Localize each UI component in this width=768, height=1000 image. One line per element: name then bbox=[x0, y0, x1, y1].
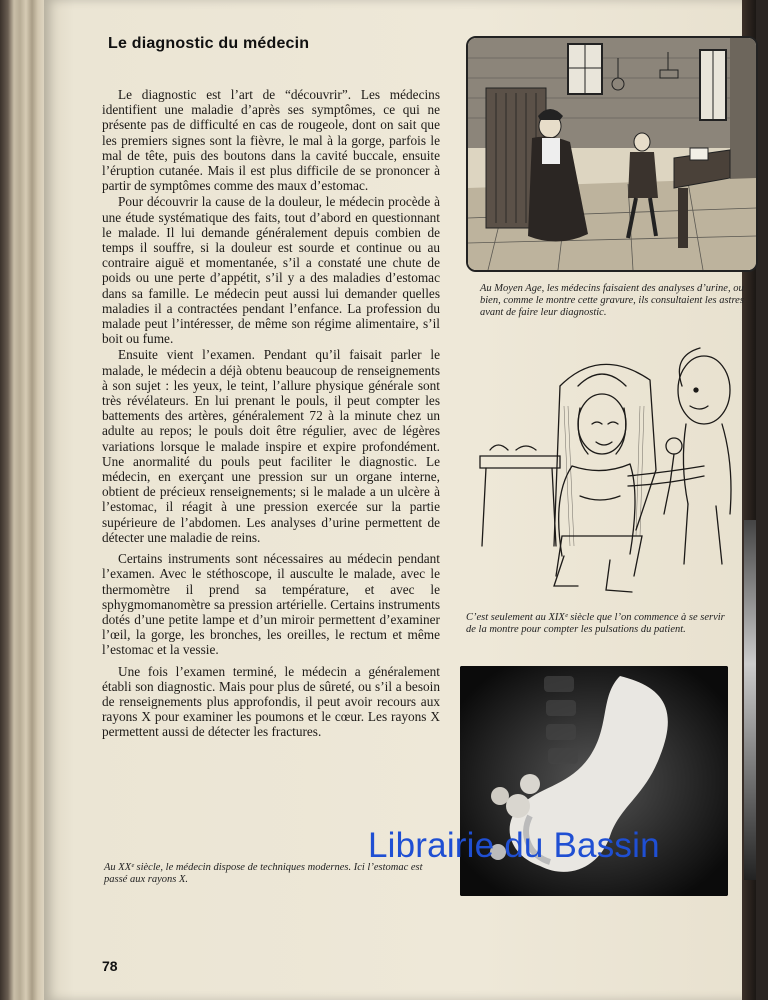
paragraph: Le diagnostic est l’art de “découvrir”. Les médecins identifient une maladie d’après ses symptômes, ce qui ne présente pas de difficulté en cas de rougeole, dont on sait que les premiers signes sont la fièvre, le mal à la gorge, parfois le mal de tête, puis des boutons dans la cavité buccale, ensuite l’éruption cutanée. Mais il est plus difficile de se prononcer à partir de symptômes comme des maux d’estomac. bbox=[102, 87, 440, 194]
page-title: Le diagnostic du médecin bbox=[108, 35, 310, 52]
paragraph: Pour découvrir la cause de la douleur, le médecin procède à une étude systématique des faits, tout d’abord en questionnant le malade. Il lui demande généralement depuis combien de temps il souffre, si la douleur est sourde et continue ou au contraire aiguë et momentanée, s’il a constaté une chute de poids ou une perte d’appétit, s’il y a des maladies d’estomac dans sa famille. Le médecin peut aussi lui demander quelles maladies il a contractées pendant l’enfance. La profession du malade peut l’intéresser, de même son régime alimentaire, s’il boit ou fume. bbox=[102, 194, 440, 347]
article-body bbox=[102, 87, 440, 741]
adjacent-page-photo bbox=[744, 520, 756, 880]
medieval-engraving-image bbox=[466, 36, 758, 272]
paragraph: Une fois l’examen terminé, le médecin a généralement établi son diagnostic. Mais pour plus de sûreté, ou s’il a besoin de renseignements plus approfondis, il peut avoir recours aux rayons X pour examiner les poumons et le cœur. Les rayons X permettent aussi de détecter les fractures. bbox=[102, 663, 440, 740]
medieval-caption: Au Moyen Age, les médecins faisaient des analyses d’urine, ou bien, comme le montre cette gravure, ils consultaient les astres avant de faire leur diagnostic. bbox=[480, 283, 744, 318]
paragraph: Certains instruments sont nécessaires au médecin pendant l’examen. Avec le stéthoscope, il ausculte le malade, avec le thermomètre il prend sa température, et avec le sphygmomanomètre sa pression artérielle. Certains instruments dotés d’une petite lampe et d’un miroir permettent d’examiner l’œil, la gorge, les bronches, les oreilles, le rectum et même l’estomac et la vessie. bbox=[102, 551, 440, 658]
paragraph: Ensuite vient l’examen. Pendant qu’il faisait parler le malade, le médecin a déjà obtenu beaucoup de renseignements à son sujet : les yeux, le teint, l’allure physique générale sont très révélateurs. En lui prenant le pouls, il peut compter les battements des artères, généralement 72 à la minute chez un adulte au repos; le pouls doit être régulier, avec de légères variations lorsque le malade inspire et expire profondément. Une anormalité du pouls peut faciliter le diagnostic. Le médecin, en exerçant une pression sur un organe interne, obtient de précieux renseignements; si le malade a un ulcère à l’estomac, il réagit à une pression exercée sur la partie supérieure de l’abdomen. Les analyses d’urine permettent de détecter une maladie de reins. bbox=[102, 347, 440, 545]
watermark-text: Librairie du Bassin bbox=[368, 826, 660, 865]
pulse-caricature-illustration bbox=[460, 346, 740, 604]
page-number: 78 bbox=[102, 958, 118, 974]
book-binding bbox=[0, 0, 46, 1000]
xray-caption: Au XXᵉ siècle, le médecin dispose de techniques modernes. Ici l’estomac est passé aux rayons X. bbox=[104, 862, 423, 885]
pulse-caption: C’est seulement au XIXᵉ siècle que l’on commence à se servir de la montre pour compter les pulsations du patient. bbox=[466, 612, 725, 635]
